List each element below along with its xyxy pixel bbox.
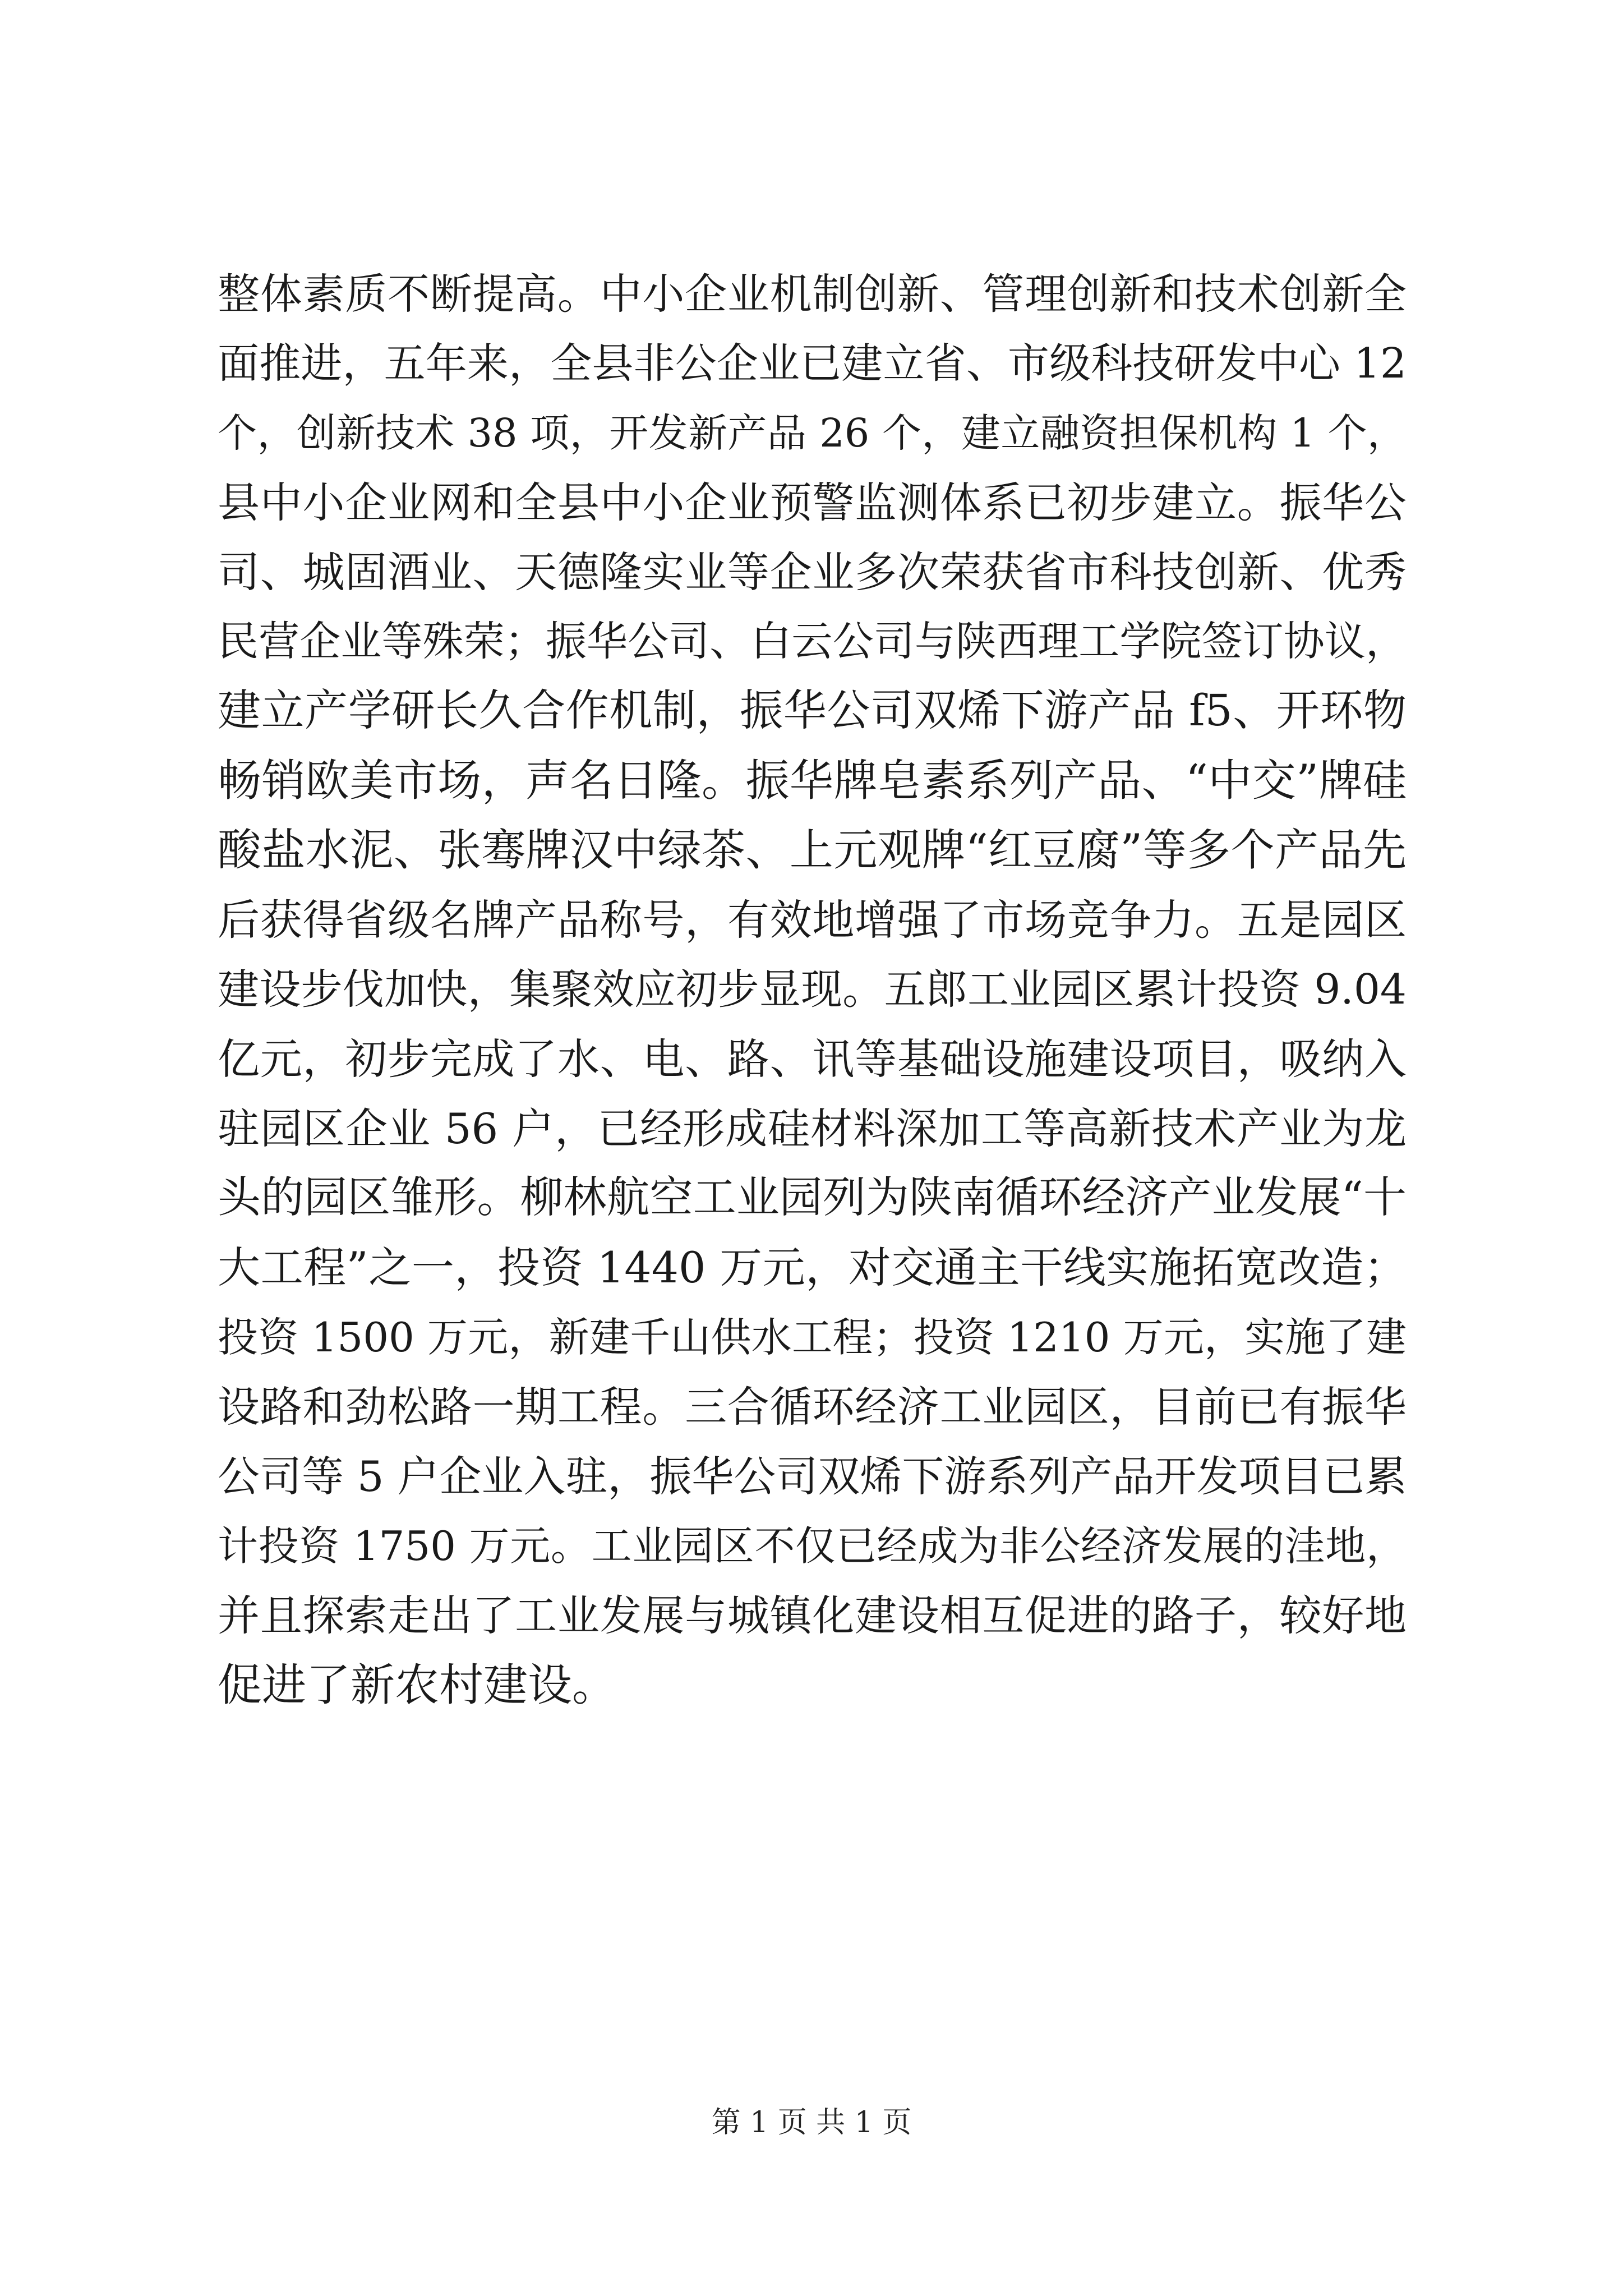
text-line: 个，创新技术 38 项，开发新产品 26 个，建立融资担保机构 1 个， xyxy=(218,410,1407,456)
text-line: 司、城固酒业、天德隆实业等企业多次荣获省市科技创新、优秀 xyxy=(218,547,1407,597)
text-line: 建设步伐加快，集聚效应初步显现。五郎工业园区累计投资 9.04 xyxy=(218,965,1407,1014)
text-line: 县中小企业网和全县中小企业预警监测体系已初步建立。振华公 xyxy=(218,478,1407,527)
text-line: 畅销欧美市场，声名日隆。振华牌皂素系列产品、“中交”牌硅 xyxy=(218,756,1407,806)
text-line: 整体素质不断提高。中小企业机制创新、管理创新和技术创新全 xyxy=(218,269,1407,319)
text-line: 酸盐水泥、张骞牌汉中绿茶、上元观牌“红豆腐”等多个产品先 xyxy=(218,825,1407,876)
page-number-footer: 第 1 页 共 1 页 xyxy=(711,2106,912,2139)
text-line: 驻园区企业 56 户，已经形成硅材料深加工等高新技术产业为龙 xyxy=(218,1104,1407,1153)
text-line: 投资 1500 万元，新建千山供水工程；投资 1210 万元，实施了建 xyxy=(218,1314,1407,1361)
text-line: 亿元，初步完成了水、电、路、讯等基础设施建设项目，吸纳入 xyxy=(218,1034,1407,1084)
text-line: 公司等 5 户企业入驻，振华公司双烯下游系列产品开发项目已累 xyxy=(218,1452,1407,1501)
text-line: 面推进，五年来，全县非公企业已建立省、市级科技研发中心 12 xyxy=(218,339,1407,388)
text-line: 建立产学研长久合作机制，振华公司双烯下游产品 f5、开环物 xyxy=(218,686,1407,736)
text-line: 并且探索走出了工业发展与城镇化建设相互促进的路子，较好地 xyxy=(218,1591,1407,1640)
text-line: 计投资 1750 万元。工业园区不仅已经成为非公经济发展的洼地， xyxy=(218,1522,1407,1570)
text-line: 促进了新农村建设。 xyxy=(218,1659,616,1711)
text-line: 后获得省级名牌产品称号，有效地增强了市场竞争力。五是园区 xyxy=(218,895,1407,945)
text-line: 头的园区雏形。柳林航空工业园列为陕南循环经济产业发展“十 xyxy=(218,1173,1407,1223)
text-line: 民营企业等殊荣；振华公司、白云公司与陕西理工学院签订协议， xyxy=(218,618,1407,665)
text-line: 大工程”之一，投资 1440 万元，对交通主干线实施拓宽改造； xyxy=(218,1243,1407,1292)
body-paragraph xyxy=(218,259,1407,1720)
text-line: 设路和劲松路一期工程。三合循环经济工业园区，目前已有振华 xyxy=(218,1382,1407,1432)
